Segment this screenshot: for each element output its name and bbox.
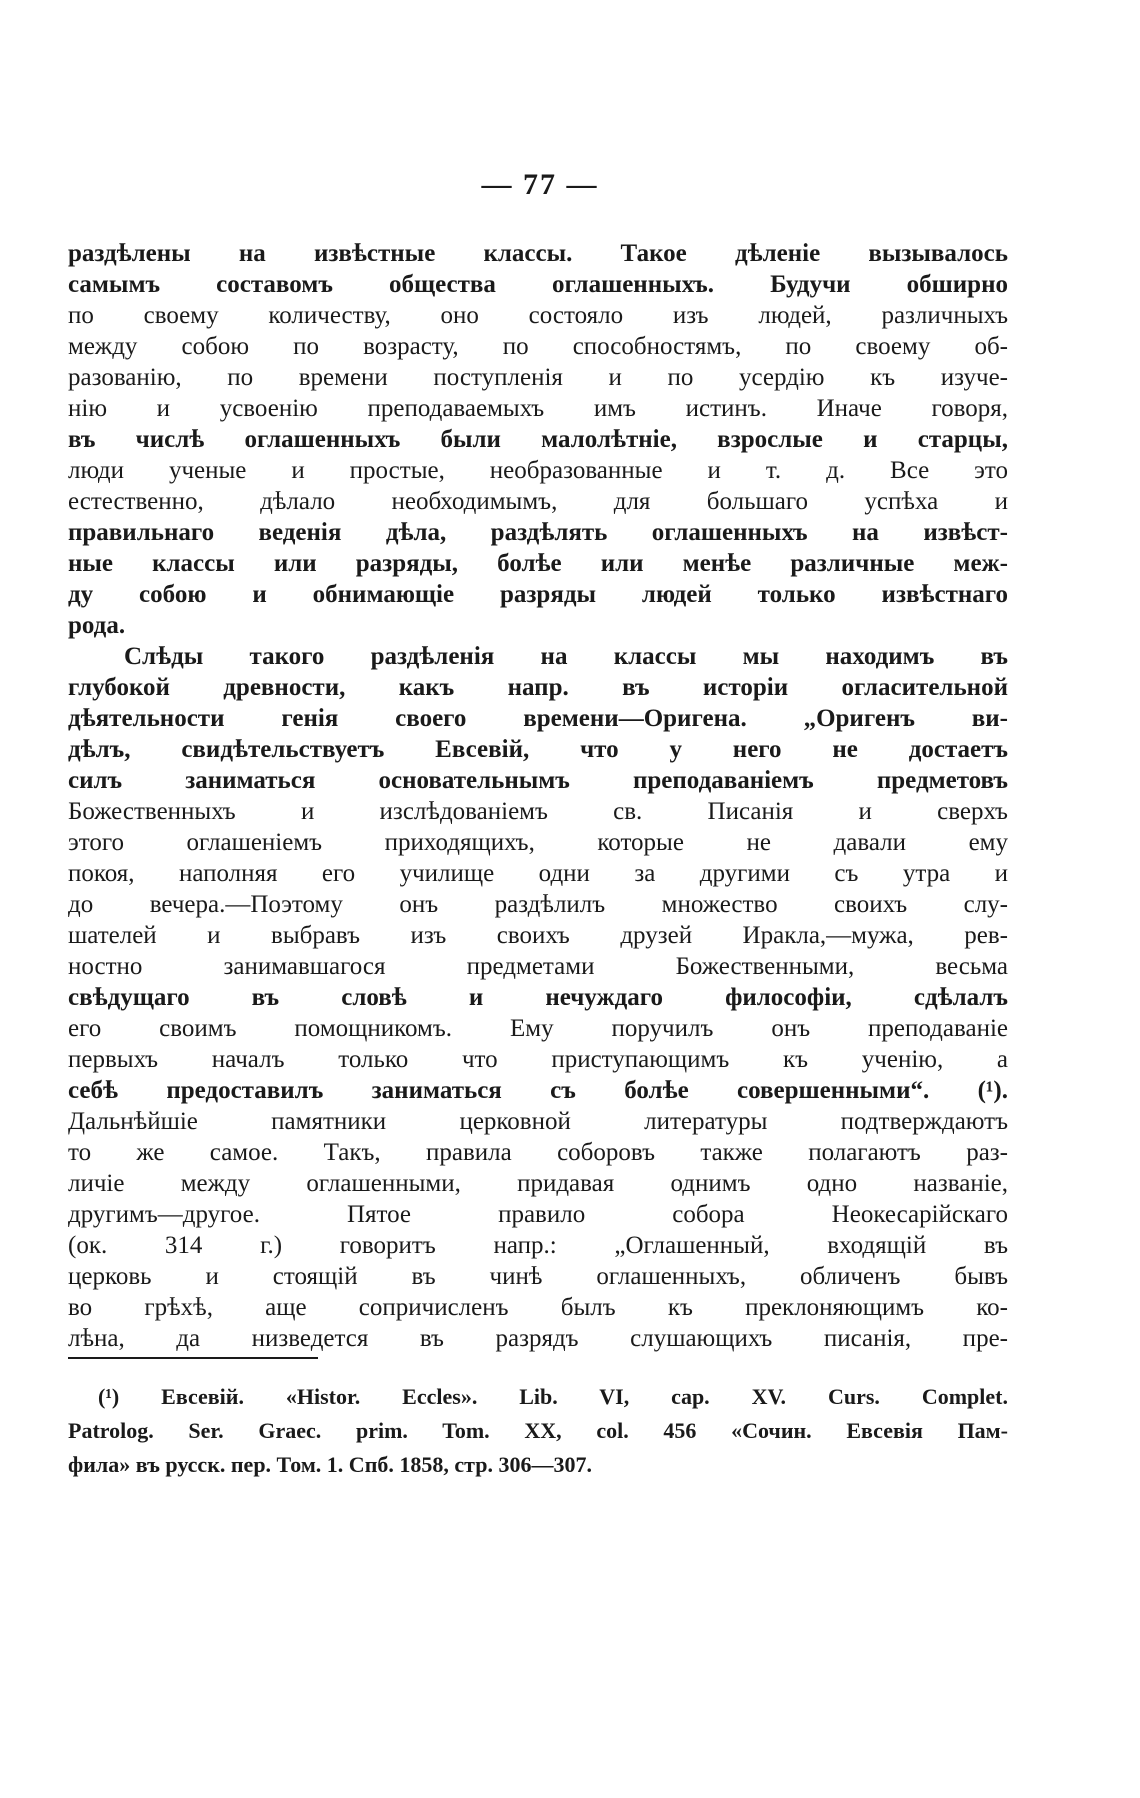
- text-line: лѣна, да низведется въ разрядъ слушающихъ писанія, пре-: [68, 1325, 1008, 1352]
- text-line: Слѣды такого раздѣленія на классы мы находимъ въ: [124, 643, 1008, 670]
- text-line: между собою по возрасту, по способностямъ, по своему об-: [68, 333, 1008, 360]
- text-line: себѣ предоставилъ заниматься съ болѣе совершенными“. (¹).: [68, 1077, 1008, 1104]
- text-line: ные классы или разряды, болѣе или менѣе различные меж-: [68, 550, 1008, 577]
- text-line: ностно занимавшагося предметами Божественными, весьма: [68, 953, 1008, 980]
- text-line: люди ученые и простые, необразованные и т. д. Все это: [68, 457, 1008, 484]
- text-line: дѣлъ, свидѣтельствуетъ Евсевій, что у него не достаетъ: [68, 736, 1008, 763]
- text-line: личіе между оглашенными, придавая однимъ одно названіе,: [68, 1170, 1008, 1197]
- text-line: естественно, дѣлало необходимымъ, для большаго успѣха и: [68, 488, 1008, 515]
- footnote-line: (¹) Евсевій. «Histor. Eccles». Lib. VI, cap. XV. Curs. Complet.: [98, 1384, 1008, 1409]
- text-line: свѣдущаго въ словѣ и нечуждаго философіи, сдѣлалъ: [68, 984, 1008, 1011]
- text-line: церковь и стоящій въ чинѣ оглашенныхъ, обличенъ бывъ: [68, 1263, 1008, 1290]
- text-line: другимъ—другое. Пятое правило собора Неокесарійскаго: [68, 1201, 1008, 1228]
- text-line: въ числѣ оглашенныхъ были малолѣтніе, взрослые и старцы,: [68, 426, 1008, 453]
- page-number: — 77 —: [481, 168, 599, 201]
- text-line: разованію, по времени поступленія и по усердію къ изуче-: [68, 364, 1008, 391]
- text-line: этого оглашеніемъ приходящихъ, которые не давали ему: [68, 829, 1008, 856]
- text-line: дѣятельности генія своего времени—Оригена. „Оригенъ ви-: [68, 705, 1008, 732]
- text-line: его своимъ помощникомъ. Ему поручилъ онъ преподаваніе: [68, 1015, 1008, 1042]
- text-line: самымъ составомъ общества оглашенныхъ. Будучи обширно: [68, 271, 1008, 298]
- text-line: покоя, наполняя его училище одни за другими съ утра и: [68, 860, 1008, 887]
- text-line: до вечера.—Поэтому онъ раздѣлилъ множество своихъ слу-: [68, 891, 1008, 918]
- footnote-line: Patrolog. Ser. Graec. prim. Tom. XX, col. 456 «Сочин. Евсевія Пам-: [68, 1418, 1008, 1443]
- text-line: то же самое. Такъ, правила соборовъ также полагаютъ раз-: [68, 1139, 1008, 1166]
- footnote-divider: [68, 1357, 318, 1359]
- text-line: (ок. 314 г.) говоритъ напр.: „Оглашенный, входящій въ: [68, 1232, 1008, 1259]
- text-line: шателей и выбравъ изъ своихъ друзей Иракла,—мужа, рев-: [68, 922, 1008, 949]
- text-line: силъ заниматься основательнымъ преподаваніемъ предметовъ: [68, 767, 1008, 794]
- text-line: нію и усвоенію преподаваемыхъ имъ истинъ. Иначе говоря,: [68, 395, 1008, 422]
- body-text: [68, 238, 1008, 1354]
- text-line: ду собою и обнимающіе разряды людей только извѣстнаго: [68, 581, 1008, 608]
- text-line: по своему количеству, оно состояло изъ людей, различныхъ: [68, 302, 1008, 329]
- footnote-line: фила» въ русск. пер. Том. 1. Спб. 1858, стр. 306—307.: [68, 1452, 592, 1477]
- text-line: Дальнѣйшіе памятники церковной литературы подтверждаютъ: [68, 1108, 1008, 1135]
- text-line: Божественныхъ и изслѣдованіемъ св. Писанія и сверхъ: [68, 798, 1008, 825]
- footnotes: [68, 1380, 1008, 1482]
- text-line: во грѣхѣ, аще сопричисленъ былъ къ преклоняющимъ ко-: [68, 1294, 1008, 1321]
- text-line: первыхъ началъ только что приступающимъ къ ученію, а: [68, 1046, 1008, 1073]
- text-line: рода.: [68, 612, 126, 639]
- text-line: глубокой древности, какъ напр. въ исторіи огласительной: [68, 674, 1008, 701]
- text-line: правильнаго веденія дѣла, раздѣлять оглашенныхъ на извѣст-: [68, 519, 1008, 546]
- text-line: раздѣлены на извѣстные классы. Такое дѣленіе вызывалось: [68, 240, 1008, 267]
